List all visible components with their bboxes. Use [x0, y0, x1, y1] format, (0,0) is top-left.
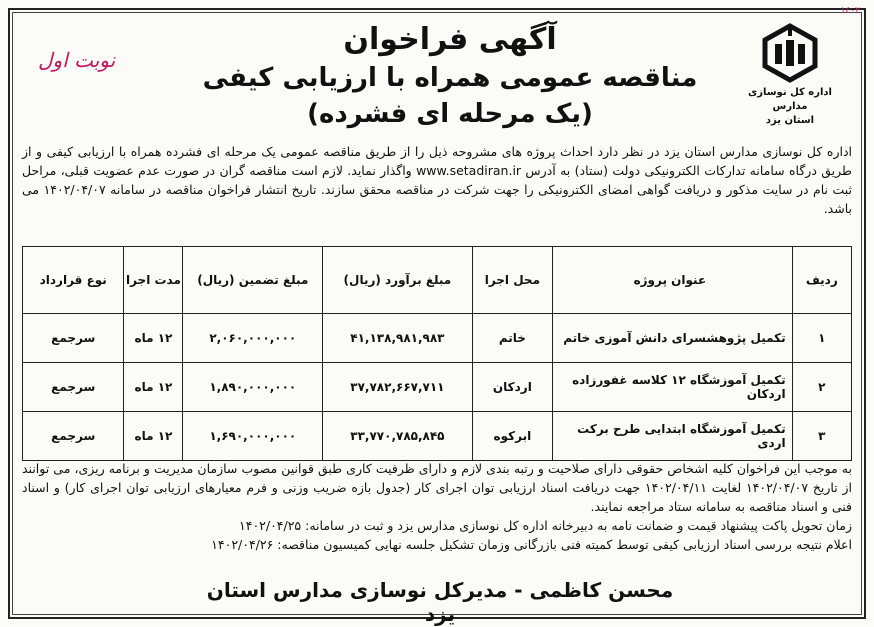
cell-place: ابرکوه: [472, 412, 552, 461]
cell-guarantee: ۲,۰۶۰,۰۰۰,۰۰۰: [183, 314, 323, 363]
cell-project-title: تکمیل آموزشگاه ۱۲ کلاسه غفورزاده اردکان: [553, 363, 793, 412]
cell-estimate: ۳۳,۷۷۰,۷۸۵,۸۴۵: [323, 412, 473, 461]
subtitle: مناقصه عمومی همراه با ارزیابی کیفی: [202, 63, 698, 93]
cell-place: اردکان: [472, 363, 552, 412]
signature: محسن کاظمی - مدیرکل نوسازی مدارس استان یزد: [206, 578, 674, 626]
header-estimate: مبلغ برآورد (ریال): [323, 247, 473, 314]
cell-contract-type: سرجمع: [23, 412, 124, 461]
header-duration: مدت اجرا: [124, 247, 183, 314]
org-name-line1: اداره کل نوسازی مدارس: [748, 87, 832, 112]
cell-row-number: ۱: [792, 314, 851, 363]
header-contract-type: نوع قرارداد: [23, 247, 124, 314]
eligibility-paragraph: به موجب این فراخوان کلیه اشخاص حقوقی دارای صلاحیت و رتبه بندی لازم و دارای ظرفیت کاری طبق قوانین مصوب سازمان مدیریت و برنامه ریزی، می توانند از تاریخ ۱۴۰۲/۰۴/۰۷ لغایت ۱۴۰۲/۰۴/۱۱ جهت دریافت اسناد ارزیابی توان اجرای کار (جدول بازه ضریب وزنی و فرم معیارهای ارزیابی توان اجرای کار) و اسناد فنی و اسناد مناقصه به سامانه ستاد مراجعه نمایند.: [22, 461, 852, 514]
cell-duration: ۱۲ ماه: [124, 314, 183, 363]
table-header-row: [23, 247, 852, 314]
cell-contract-type: سرجمع: [23, 363, 124, 412]
delivery-date-paragraph: زمان تحویل پاکت پیشنهاد قیمت و ضمانت نامه به دبیرخانه اداره کل نوسازی مدارس یزد و ثبت در سامانه: ۱۴۰۲/۰۴/۲۵: [239, 518, 852, 533]
cell-place: خاتم: [472, 314, 552, 363]
title-block: [190, 20, 710, 132]
header-place: محل اجرا: [472, 247, 552, 314]
cell-duration: ۱۲ ماه: [124, 412, 183, 461]
cell-guarantee: ۱,۸۹۰,۰۰۰,۰۰۰: [183, 363, 323, 412]
org-emblem-icon: [755, 22, 825, 86]
header-project-title: عنوان پروژه: [553, 247, 793, 314]
subtitle-type: (یک مرحله ای فشرده): [307, 99, 593, 129]
header-guarantee: مبلغ تضمین (ریال): [183, 247, 323, 314]
cell-row-number: ۳: [792, 412, 851, 461]
cell-estimate: ۳۷,۷۸۲,۶۶۷,۷۱۱: [323, 363, 473, 412]
cell-duration: ۱۲ ماه: [124, 363, 183, 412]
cell-project-title: تکمیل آموزشگاه ابتدایی طرح برکت اردی: [553, 412, 793, 461]
cell-guarantee: ۱,۶۹۰,۰۰۰,۰۰۰: [183, 412, 323, 461]
table-row: [23, 363, 852, 412]
cell-row-number: ۲: [792, 363, 851, 412]
page-title: آگهی فراخوان: [343, 22, 557, 57]
org-logo: [730, 22, 850, 128]
corner-mark: ١٤٠٢: [840, 6, 860, 16]
result-date-paragraph: اعلام نتیجه بررسی اسناد ارزیابی کیفی توسط کمیته فنی بازرگانی وزمان تشکیل جلسه نهایی کمیسیون مناقصه: ۱۴۰۲/۰۴/۲۶: [211, 537, 852, 552]
table-row: [23, 412, 852, 461]
projects-table: [22, 246, 852, 461]
round-label: نوبت اول: [38, 48, 116, 72]
table-row: [23, 314, 852, 363]
intro-paragraph: اداره کل نوسازی مدارس استان یزد در نظر دارد احداث پروژه های مشروحه ذیل را از طریق مناقصه عمومی یک مرحله ای فشرده همراه با ارزیابی کیفی و از طریق درگاه سامانه تدارکات الکترونیکی دولت (ستاد) به آدرس www.setadiran.ir واگذار نماید. لازم است مناقصه گران در صورت عدم عضویت قبلی، مراحل ثبت نام در سایت مذکور و دریافت گواهی امضای الکترونیکی را جهت شرکت در مناقصه محقق سازند. تاریخ انتشار فراخوان مناقصه در سامانه ۱۴۰۲/۰۴/۰۷ می باشد.: [22, 144, 852, 216]
header-row-number: ردیف: [792, 247, 851, 314]
cell-project-title: تکمیل پژوهشسرای دانش آموزی خاتم: [553, 314, 793, 363]
cell-estimate: ۴۱,۱۳۸,۹۸۱,۹۸۳: [323, 314, 473, 363]
org-name-line2: استان یزد: [765, 115, 815, 126]
cell-contract-type: سرجمع: [23, 314, 124, 363]
body-text: [22, 459, 852, 554]
